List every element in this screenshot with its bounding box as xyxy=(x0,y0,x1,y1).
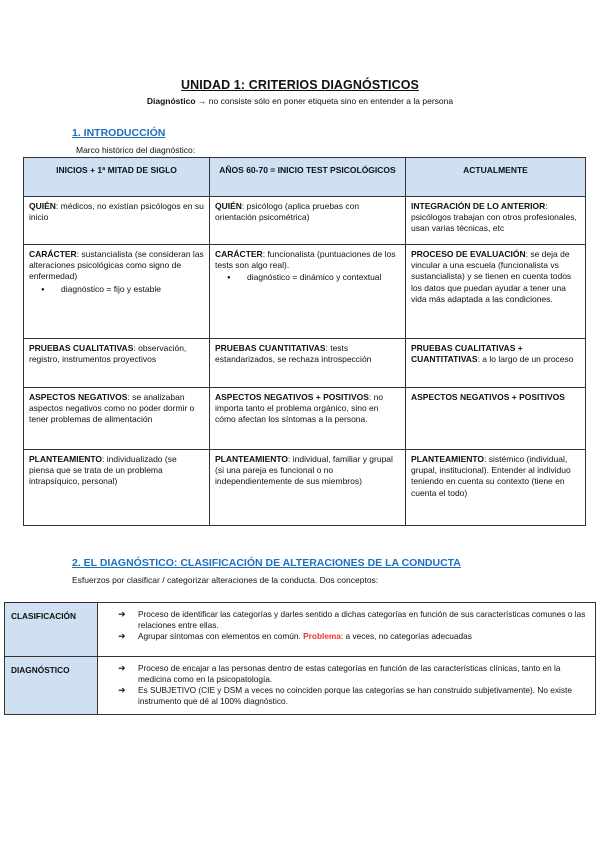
page-title: UNIDAD 1: CRITERIOS DIAGNÓSTICOS xyxy=(181,78,419,92)
table-cell xyxy=(24,450,210,526)
cell-label: PLANTEAMIENTO xyxy=(411,454,485,464)
cell-text: : médicos, no existían psicólogos en su inicio xyxy=(29,201,204,223)
table-cell xyxy=(210,450,406,526)
item-text: Agrupar síntomas con elementos en común. xyxy=(138,630,304,641)
table-cell xyxy=(210,245,406,339)
table-row xyxy=(24,339,586,388)
cell-label: INTEGRACIÓN DE LO ANTERIOR xyxy=(411,201,546,211)
cell-label: ASPECTOS NEGATIVOS + POSITIVOS xyxy=(215,392,369,402)
table-cell xyxy=(406,388,586,450)
cell-label: CARÁCTER xyxy=(29,249,77,259)
cell-label: PRUEBAS CUALITATIVAS xyxy=(29,343,134,353)
table-cell xyxy=(24,339,210,388)
section2-text: Esfuerzos por clasificar / categorizar alteraciones de la conducta. Dos conceptos: xyxy=(72,575,379,585)
table-cell xyxy=(406,450,586,526)
item-text: : a veces, no categorías adecuadas xyxy=(340,630,472,641)
table-row xyxy=(24,245,586,339)
section1-text: Marco histórico del diagnóstico: xyxy=(76,145,196,155)
section2-heading: 2. EL DIAGNÓSTICO: CLASIFICACIÓN DE ALTERACIONES DE LA CONDUCTA xyxy=(72,557,461,569)
row-label: CLASIFICACIÓN xyxy=(5,603,98,657)
table-row xyxy=(5,603,596,657)
list-item xyxy=(108,685,587,707)
arrow-list xyxy=(108,609,587,642)
cell-text: : psicólogo (aplica pruebas con orientación psicométrica) xyxy=(215,201,360,223)
cell-text: : a lo largo de un proceso xyxy=(477,354,574,365)
cell-text: : individual, familiar y grupal (si una pareja es funcional o no independientemente de sus miembros) xyxy=(215,454,393,487)
arrow-icon: ➔ xyxy=(118,630,126,641)
cell-label: PRUEBAS CUALITATIVAS + CUANTITATIVAS xyxy=(411,343,523,365)
cell-text: : no importa tanto el problema orgánico, sino en cómo afectan los síntomas a la persona. xyxy=(215,392,384,425)
table-header-row xyxy=(24,158,586,197)
table-header: AÑOS 60-70 = INICIO TEST PSICOLÓGICOS xyxy=(210,158,406,197)
table-header: INICIOS + 1ª MITAD DE SIGLO xyxy=(24,158,210,197)
list-item xyxy=(108,663,587,685)
table-cell xyxy=(406,339,586,388)
cell-label: ASPECTOS NEGATIVOS + POSITIVOS xyxy=(411,392,565,402)
cell-text: : se deja de vincular a una escuela (funcionalista vs sustancialista) y se tienen en cuenta todos los datos que puedan ayudar a tener una vida más adaptada a las condiciones. xyxy=(411,249,572,304)
arrow-icon: ➔ xyxy=(118,609,126,619)
table-row xyxy=(24,388,586,450)
arrow-list xyxy=(108,663,587,707)
cell-text: : sistémico (individual, grupal, institucional). Entender al individuo teniendo en cuenta su contexto (tiene en cuenta el todo) xyxy=(411,454,571,498)
bullet-list xyxy=(41,284,204,295)
cell-text: : tests estandarizados, se rechaza introspección xyxy=(215,343,372,365)
item-text: Proceso de encajar a las personas dentro de estas categorías en función de las características clínicas, tanto en la medicina como en la psicopatología. xyxy=(138,663,561,684)
subtitle xyxy=(0,96,600,107)
arrow-icon: → xyxy=(197,96,207,106)
cell-label: CARÁCTER xyxy=(215,249,263,259)
bullet-list xyxy=(227,272,400,283)
list-item xyxy=(108,631,587,642)
arrow-icon: ➔ xyxy=(118,663,126,673)
historical-table xyxy=(23,157,586,526)
table-cell xyxy=(210,197,406,245)
subtitle-bold: Diagnóstico xyxy=(146,96,196,106)
cell-label: ASPECTOS NEGATIVOS xyxy=(29,392,128,402)
table-cell xyxy=(406,197,586,245)
arrow-icon: ➔ xyxy=(118,684,126,695)
list-item xyxy=(108,609,587,631)
table-header: ACTUALMENTE xyxy=(406,158,586,197)
cell-label: PROCESO DE EVALUACIÓN xyxy=(411,249,526,259)
table-cell xyxy=(24,197,210,245)
cell-label: PLANTEAMIENTO xyxy=(29,454,103,464)
table-row xyxy=(5,657,596,715)
cell-text: : observación, registro, instrumentos proyectivos xyxy=(29,343,187,365)
cell-text: : sustancialista (se consideran las alteraciones psicológicas como signo de enfermedad) xyxy=(29,249,204,282)
concepts-table xyxy=(4,602,596,715)
table-cell xyxy=(24,388,210,450)
table-cell xyxy=(210,339,406,388)
cell-label: QUIÉN xyxy=(29,201,56,211)
cell-text: : funcionalista (puntuaciones de los tests son algo real). xyxy=(215,249,396,271)
list-item: ● diagnóstico = fijo y estable xyxy=(41,284,204,295)
item-text: Proceso de identificar las categorías y darles sentido a dichas categorías en función de sus características comunes o las relaciones entre ellas. xyxy=(138,609,586,630)
row-label: DIAGNÓSTICO xyxy=(5,657,98,715)
table-row xyxy=(24,197,586,245)
table-cell xyxy=(98,603,596,657)
cell-label: PLANTEAMIENTO xyxy=(215,454,289,464)
table-cell xyxy=(24,245,210,339)
subtitle-text: no consiste sólo en poner etiqueta sino en entender a la persona xyxy=(208,96,454,106)
table-row xyxy=(24,450,586,526)
cell-label: QUIÉN xyxy=(215,201,242,211)
problem-highlight: Problema xyxy=(303,630,341,641)
cell-text: : se analizaban aspectos negativos como no poder dormir o tener problemas de alimentación xyxy=(29,392,195,425)
cell-text: : individualizado (se piensa que se trata de un problema intrapsíquico, personal) xyxy=(29,454,177,487)
cell-text: : psicólogos trabajan con otros profesionales, usan varias técnicas, etc xyxy=(411,201,577,234)
table-cell xyxy=(406,245,586,339)
item-text: Es SUBJETIVO (CIE y DSM a veces no coinciden porque las categorías se han construido subjetivamente). No existe instrumento que dé al 100% diagnóstico. xyxy=(138,684,572,706)
cell-label: PRUEBAS CUANTITATIVAS xyxy=(215,343,326,353)
list-item: ● diagnóstico = dinámico y contextual xyxy=(227,272,400,283)
table-cell xyxy=(210,388,406,450)
table-cell xyxy=(98,657,596,715)
section1-heading: 1. INTRODUCCIÓN xyxy=(72,127,166,139)
